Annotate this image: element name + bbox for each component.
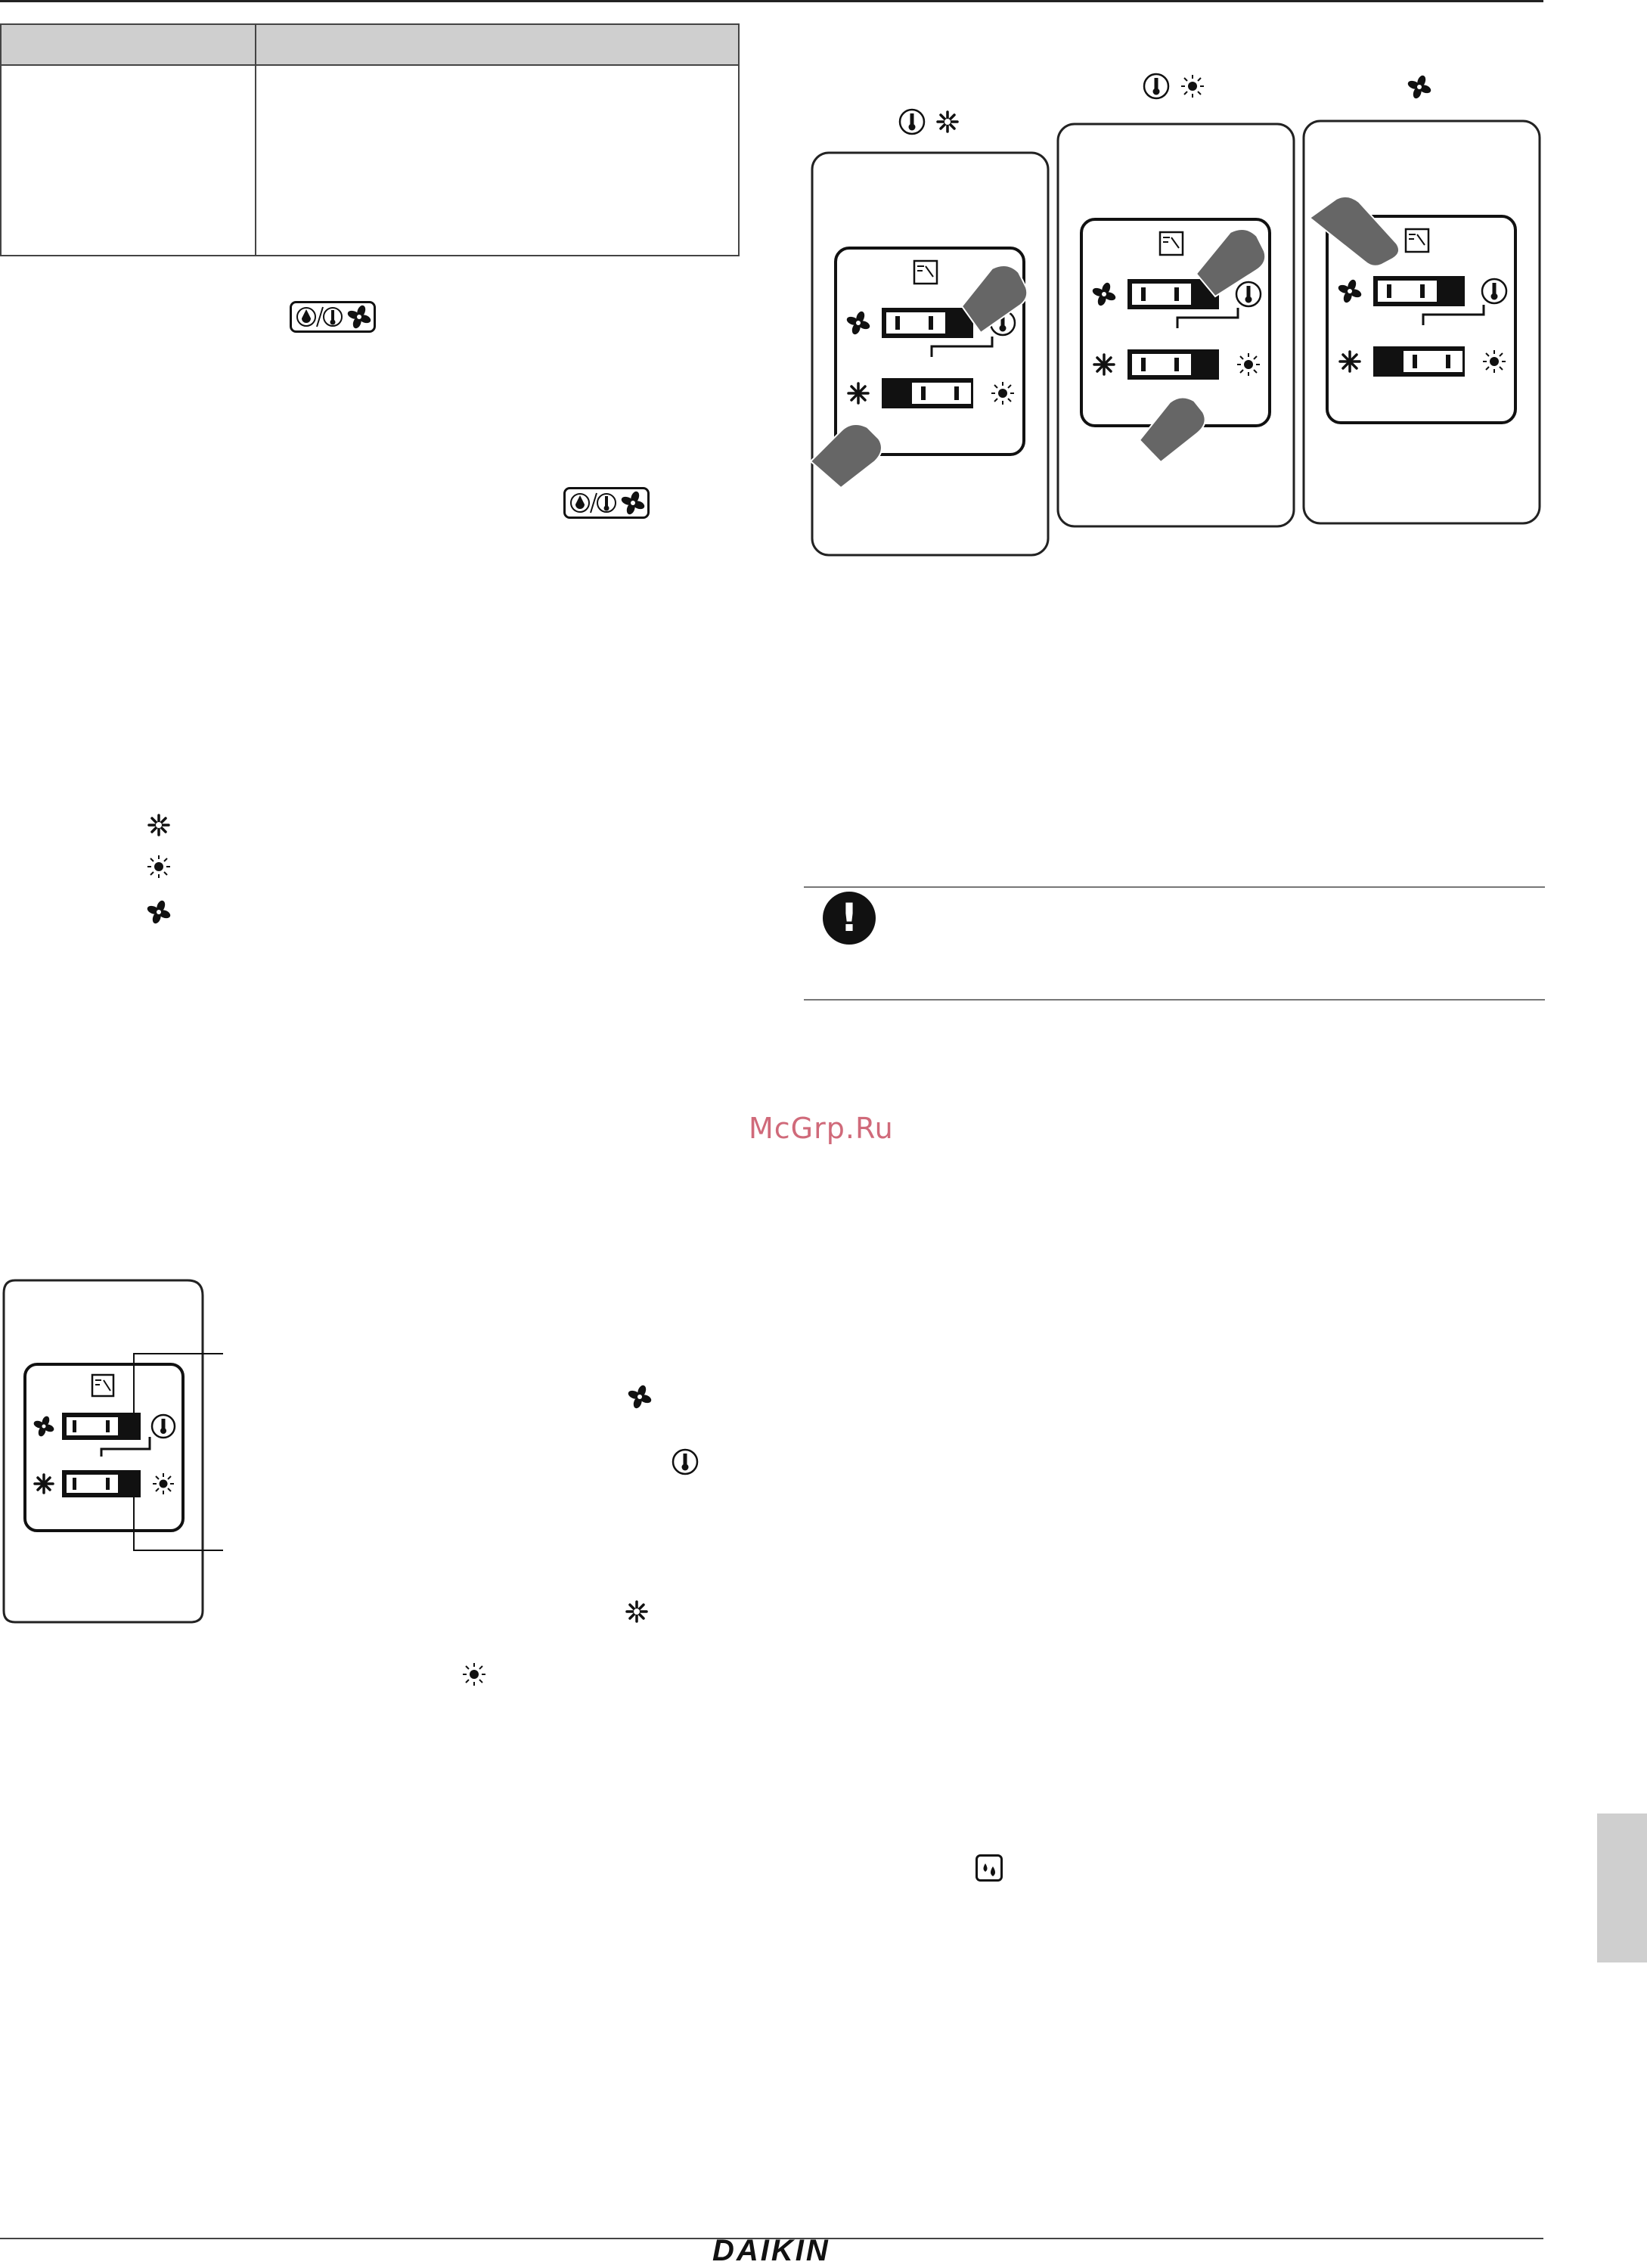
mode-button-icon (290, 301, 376, 333)
mode-button-icon (563, 487, 650, 519)
snowflake-icon (935, 109, 960, 135)
switch-panel-tile (811, 151, 1050, 557)
fan-icon (147, 900, 171, 924)
sun-icon (461, 1661, 487, 1687)
thermometer-icon (898, 107, 926, 136)
note-bottom-rule (804, 999, 1545, 1001)
watermark: McGrp.Ru (749, 1112, 894, 1145)
side-tab (1597, 1813, 1647, 1962)
snowflake-icon (624, 1599, 650, 1624)
sun-icon (147, 855, 171, 879)
switch-panel-tile (1302, 119, 1541, 525)
switch-panel-tile (1056, 123, 1295, 528)
sun-icon (1180, 73, 1205, 99)
fan-icon (627, 1384, 653, 1410)
note-top-rule (804, 886, 1545, 888)
top-rule (0, 0, 1543, 2)
daikin-logo: DAIKIN (712, 2234, 830, 2267)
table-column-divider (255, 25, 256, 255)
warning-icon: ! (823, 892, 876, 945)
dip-switch-diagram (0, 1278, 227, 1626)
thermometer-icon (1142, 72, 1171, 101)
spec-table (0, 23, 740, 256)
snowflake-icon (147, 813, 171, 837)
fan-icon (1407, 74, 1432, 100)
water-drop-icon (975, 1854, 1003, 1882)
thermometer-icon (671, 1447, 699, 1476)
table-header-row (2, 25, 738, 66)
